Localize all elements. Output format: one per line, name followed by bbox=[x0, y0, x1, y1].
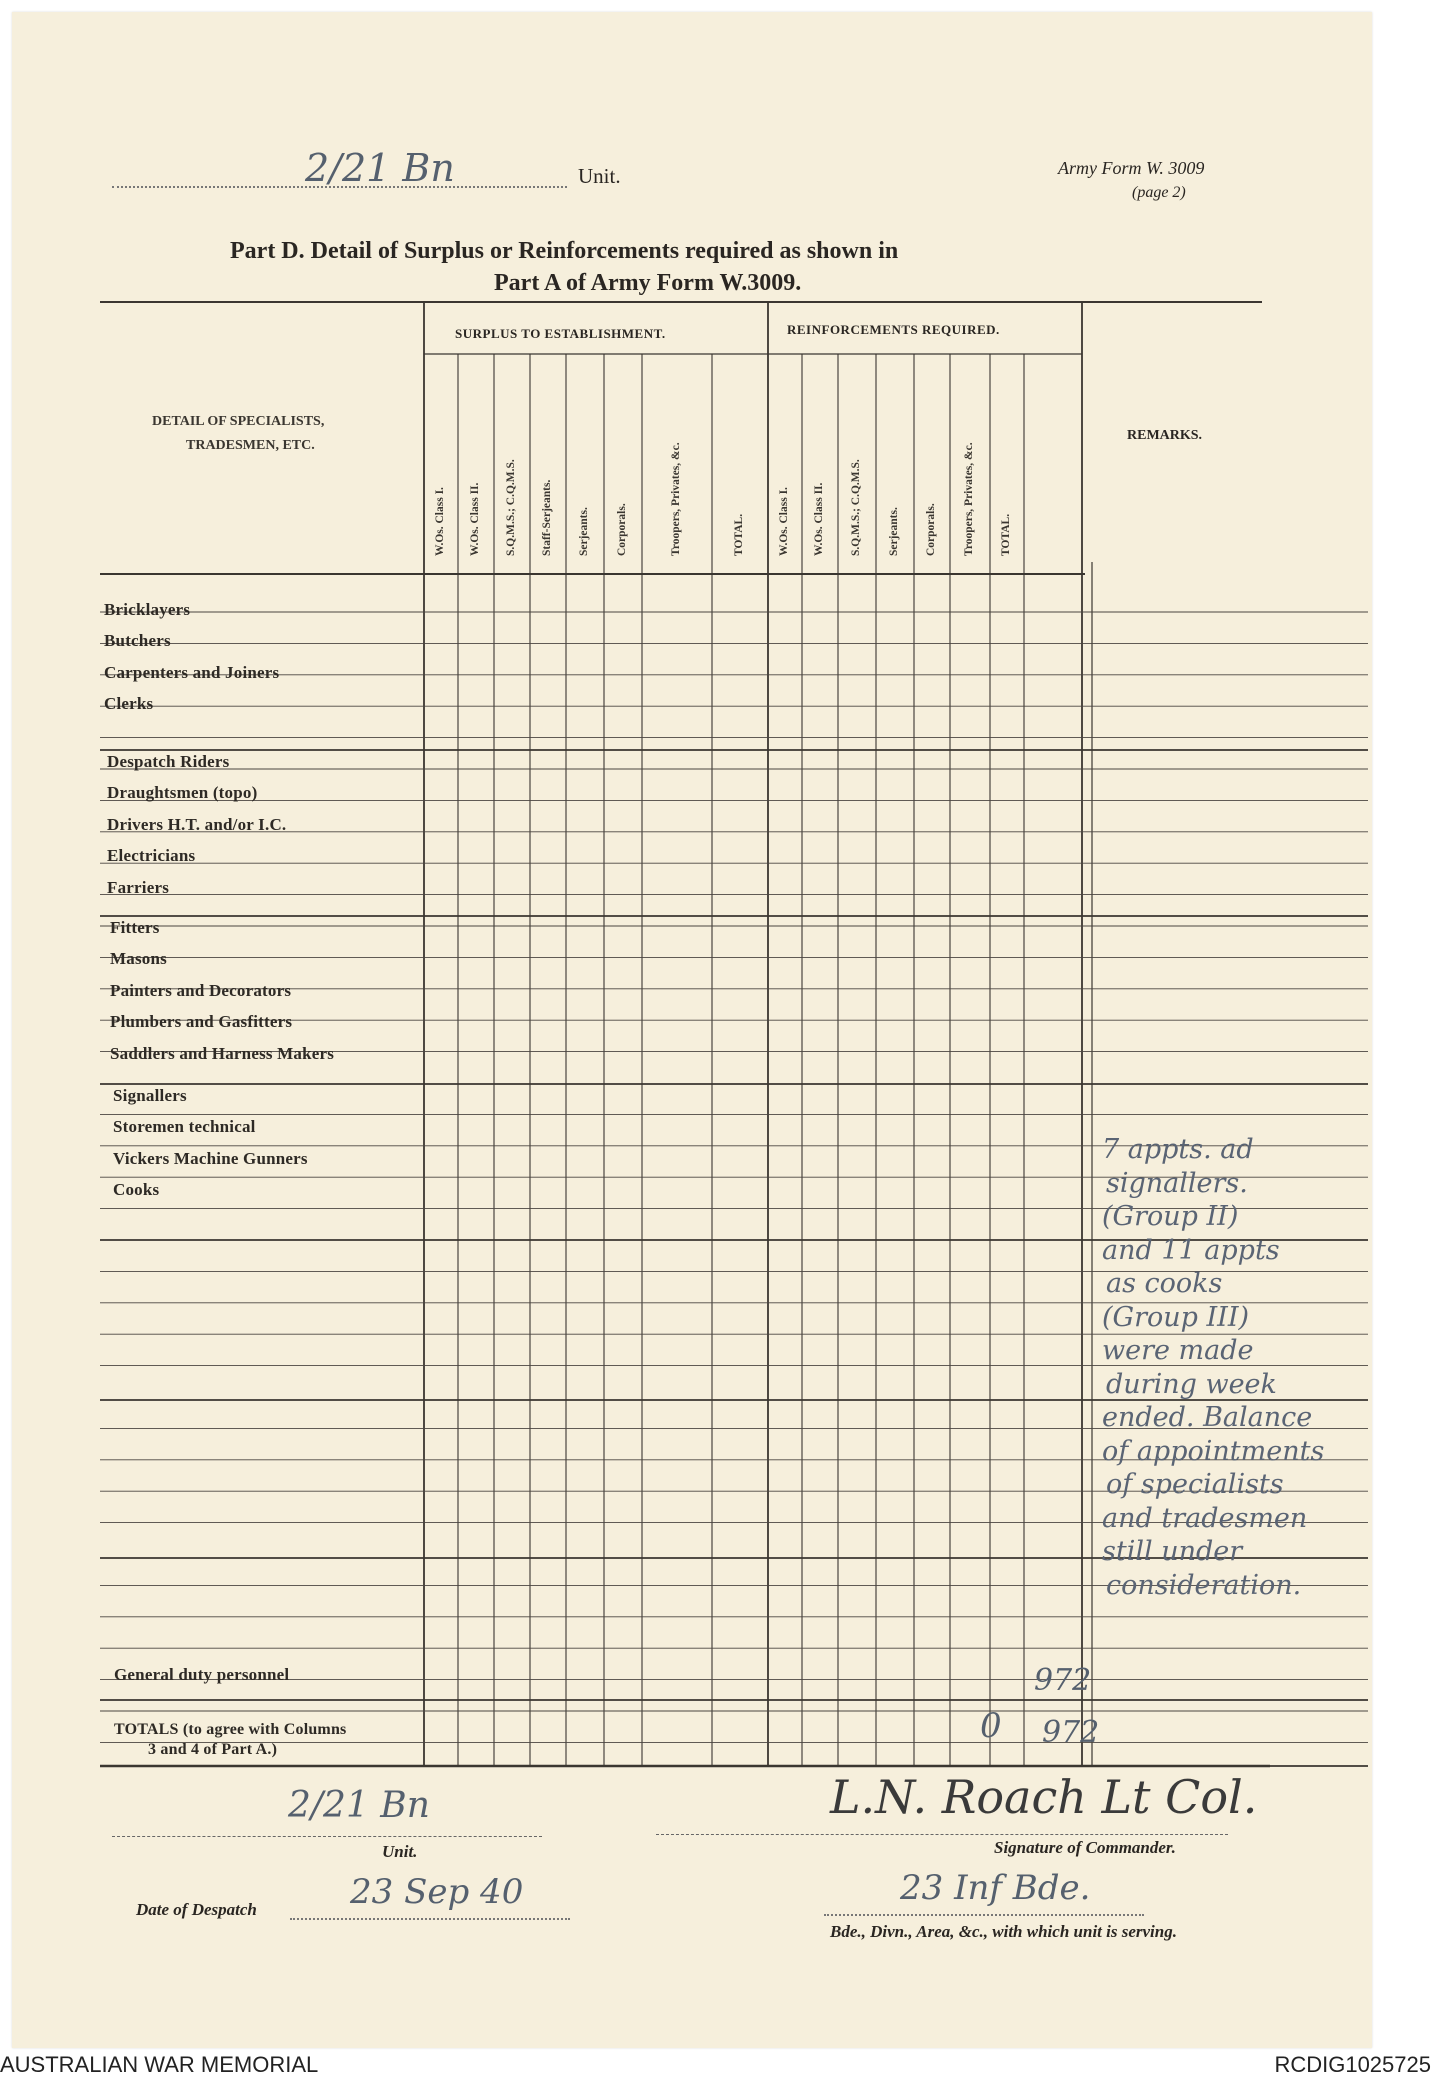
footer-unit-handwritten: 2/21 Bn bbox=[288, 1785, 430, 1826]
footer-unit-line bbox=[112, 1836, 542, 1837]
totals-total: 972 bbox=[1042, 1715, 1100, 1750]
army-form-label: Army Form W. 3009 bbox=[1058, 158, 1205, 178]
date-label: Date of Despatch bbox=[136, 1900, 257, 1919]
row-label: Plumbers and Gasfitters bbox=[110, 1012, 293, 1032]
title-line-1: Part D. Detail of Surplus or Reinforcements required as shown in bbox=[230, 238, 899, 264]
row-label: Masons bbox=[110, 949, 167, 969]
archive-id: RCDIG1025725 bbox=[1274, 2052, 1431, 2077]
footer-unit-label: Unit. bbox=[382, 1842, 418, 1861]
surplus-heading: SURPLUS TO ESTABLISHMENT. bbox=[455, 326, 666, 341]
general-duty-total: 972 bbox=[1034, 1663, 1092, 1698]
detail-heading-line-1: DETAIL OF SPECIALISTS, bbox=[152, 414, 325, 429]
surplus-col-heading: Serjeants. bbox=[578, 507, 590, 556]
reinforcement-col-heading: W.Os. Class II. bbox=[813, 482, 825, 556]
remark-line: consideration. bbox=[1106, 1569, 1302, 1601]
reinforcement-col-heading: W.Os. Class I. bbox=[778, 487, 790, 556]
row-label: Carpenters and Joiners bbox=[104, 662, 280, 682]
remark-line: and 11 appts bbox=[1102, 1234, 1280, 1266]
bde-handwritten: 23 Inf Bde. bbox=[900, 1868, 1091, 1908]
reinforcement-col-heading: TOTAL. bbox=[1000, 513, 1012, 556]
row-label: Farriers bbox=[107, 877, 170, 897]
reinforcement-col-heading: Troopers, Privates, &c. bbox=[963, 442, 975, 556]
remark-line: 7 appts. ad bbox=[1102, 1134, 1254, 1165]
surplus-col-heading: Corporals. bbox=[616, 503, 628, 556]
surplus-col-heading: TOTAL. bbox=[733, 513, 745, 556]
surplus-col-heading: W.Os. Class I. bbox=[434, 487, 446, 556]
remark-line: (Group II) bbox=[1102, 1201, 1239, 1232]
row-label: Draughtsmen (topo) bbox=[107, 783, 258, 803]
general-duty-label: General duty personnel bbox=[114, 1665, 290, 1684]
remark-line: of specialists bbox=[1106, 1469, 1284, 1500]
row-label: Painters and Decorators bbox=[110, 980, 292, 1000]
row-label: Saddlers and Harness Makers bbox=[110, 1043, 335, 1063]
archive-name: AUSTRALIAN WAR MEMORIAL bbox=[0, 2052, 319, 2077]
date-dotted-line bbox=[290, 1918, 570, 1920]
row-label: Cooks bbox=[113, 1180, 160, 1200]
remark-line: were made bbox=[1102, 1335, 1254, 1366]
row-label: Signallers bbox=[113, 1086, 187, 1105]
page-number: (page 2) bbox=[1132, 184, 1186, 201]
surplus-col-heading: W.Os. Class II. bbox=[469, 482, 481, 556]
row-label: Fitters bbox=[110, 918, 160, 937]
totals-label-line-2: 3 and 4 of Part A.) bbox=[148, 1741, 278, 1758]
row-label: Bricklayers bbox=[104, 600, 191, 619]
detail-heading-line-2: TRADESMEN, ETC. bbox=[186, 438, 315, 453]
reinforcement-col-heading: S.Q.M.S.; C.Q.M.S. bbox=[850, 459, 862, 556]
bde-dotted-line bbox=[824, 1914, 1144, 1916]
signature-line bbox=[656, 1834, 1228, 1835]
remark-line: ended. Balance bbox=[1102, 1402, 1313, 1433]
row-label: Drivers H.T. and/or I.C. bbox=[107, 814, 287, 834]
row-label: Vickers Machine Gunners bbox=[113, 1148, 308, 1168]
header-unit-handwritten: 2/21 Bn bbox=[305, 146, 455, 190]
surplus-col-heading: Staff-Serjeants. bbox=[541, 479, 553, 556]
header-unit-label: Unit. bbox=[578, 164, 621, 188]
bde-label: Bde., Divn., Area, &c., with which unit is serving. bbox=[830, 1922, 1177, 1941]
remark-line: of appointments bbox=[1102, 1435, 1325, 1467]
remarks-heading: REMARKS. bbox=[1127, 428, 1203, 443]
totals-label-line-1: TOTALS (to agree with Columns bbox=[114, 1721, 347, 1738]
row-label: Electricians bbox=[107, 846, 196, 866]
row-label: Despatch Riders bbox=[107, 752, 230, 771]
reinforcements-heading: REINFORCEMENTS REQUIRED. bbox=[787, 322, 1000, 337]
remark-line: as cooks bbox=[1106, 1268, 1223, 1299]
title-line-2: Part A of Army Form W.3009. bbox=[494, 270, 802, 296]
remark-line: and tradesmen bbox=[1102, 1502, 1308, 1534]
commander-signature: L.N. Roach Lt Col. bbox=[830, 1770, 1258, 1824]
remark-line: during week bbox=[1106, 1368, 1277, 1400]
surplus-col-heading: Troopers, Privates, &c. bbox=[670, 442, 682, 556]
remark-line: still under bbox=[1102, 1536, 1243, 1567]
row-label: Clerks bbox=[104, 694, 154, 714]
date-handwritten: 23 Sep 40 bbox=[350, 1872, 524, 1912]
reinforcement-col-heading: Corporals. bbox=[925, 503, 937, 556]
surplus-col-heading: S.Q.M.S.; C.Q.M.S. bbox=[505, 459, 517, 556]
remark-line: (Group III) bbox=[1102, 1301, 1250, 1333]
row-label: Storemen technical bbox=[113, 1117, 256, 1137]
row-label: Butchers bbox=[104, 631, 171, 651]
totals-zero: 0 bbox=[980, 1706, 1002, 1746]
reinforcement-col-heading: Serjeants. bbox=[888, 507, 900, 556]
signature-label: Signature of Commander. bbox=[994, 1838, 1176, 1857]
remark-line: signallers. bbox=[1106, 1167, 1248, 1199]
